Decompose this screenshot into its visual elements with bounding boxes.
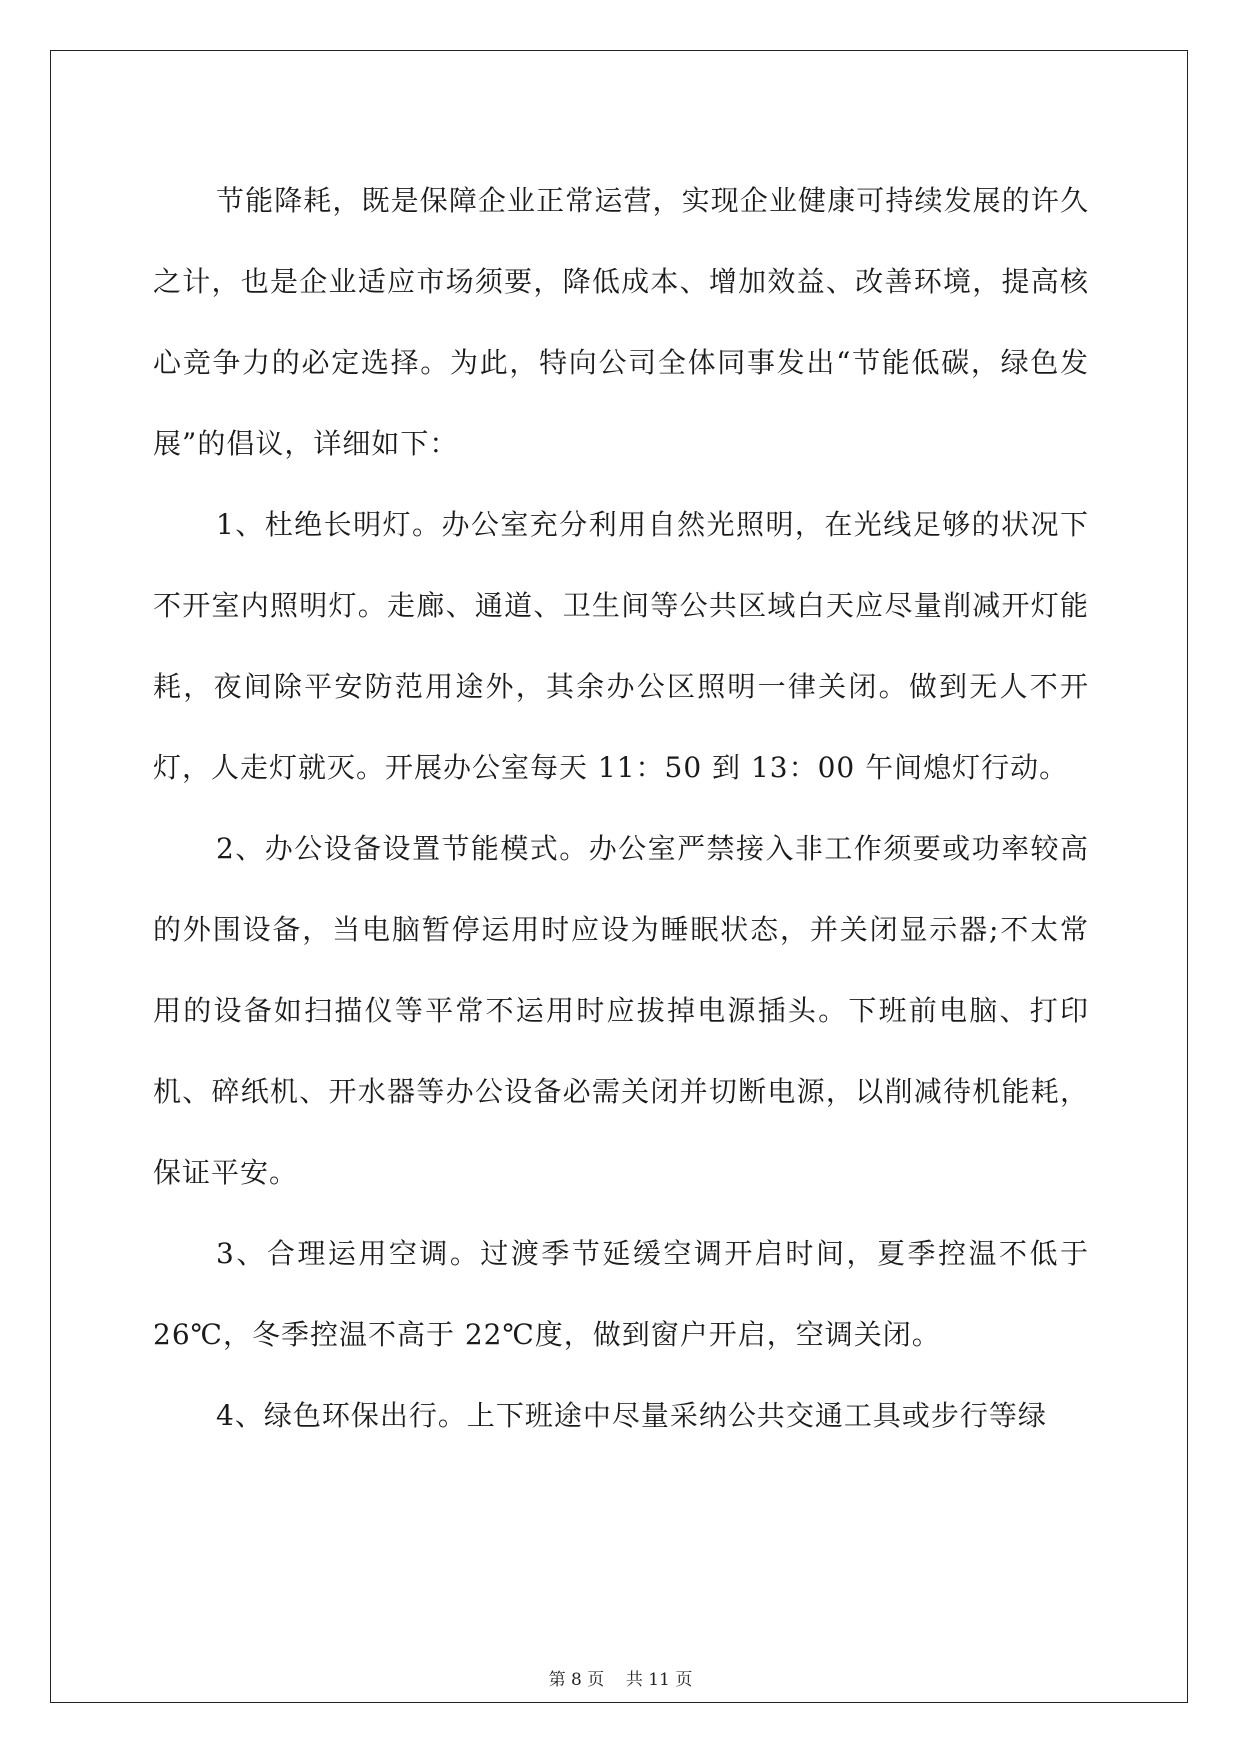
paragraph-item-3: 3、合理运用空调。过渡季节延缓空调开启时间，夏季控温不低于 26℃，冬季控温不高于 22℃度，做到窗户开启，空调关闭。 [153, 1237, 1089, 1351]
paragraph-item-2: 2、办公设备设置节能模式。办公室严禁接入非工作须要或功率较高的外围设备，当电脑暂停运用时应设为睡眠状态，并关闭显示器;不太常用的设备如扫描仪等平常不运用时应拔掉电源插头。下班前电脑、打印机、碎纸机、开水器等办公设备必需关闭并切断电源，以削减待机能耗，保证平安。 [153, 832, 1089, 1189]
paragraph-intro: 节能降耗，既是保障企业正常运营，实现企业健康可持续发展的许久之计，也是企业适应市场须要，降低成本、增加效益、改善环境，提高核心竞争力的必定选择。为此，特向公司全体同事发出“节能低碳，绿色发展”的倡议，详细如下： [153, 184, 1089, 460]
document-body [153, 160, 1089, 1456]
paragraph-item-4: 4、绿色环保出行。上下班途中尽量采纳公共交通工具或步行等绿 [216, 1399, 1047, 1432]
paragraph-item-1: 1、杜绝长明灯。办公室充分利用自然光照明，在光线足够的状况下不开室内照明灯。走廊、通道、卫生间等公共区域白天应尽量削减开灯能耗，夜间除平安防范用途外，其余办公区照明一律关闭。做到无人不开灯，人走灯就灭。开展办公室每天 11：50 到 13：00 午间熄灯行动。 [153, 508, 1089, 784]
page-number-footer: 第 8 页 共 11 页 [548, 1670, 693, 1690]
